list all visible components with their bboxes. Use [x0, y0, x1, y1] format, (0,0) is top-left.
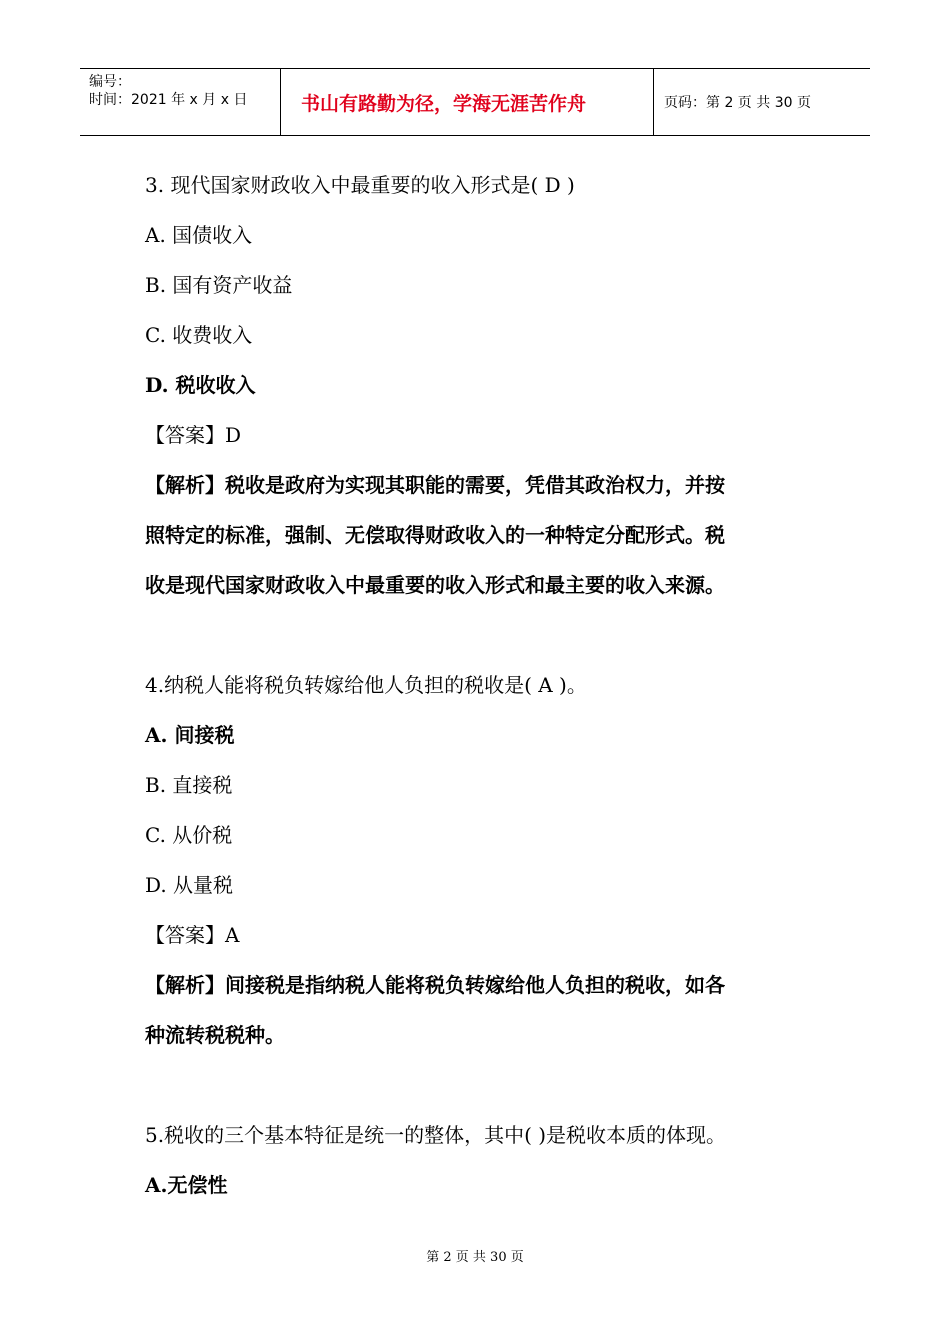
- spacer: [145, 610, 810, 660]
- q4-question: 4.纳税人能将税负转嫁给他人负担的税收是( A )。: [145, 673, 587, 697]
- q3-question: 3. 现代国家财政收入中最重要的收入形式是( D ): [145, 173, 575, 197]
- q4-option-c: C. 从价税: [145, 823, 233, 847]
- q3-option-d: D. 税收收入: [145, 373, 256, 397]
- q3-answer: 【答案】D: [145, 423, 242, 447]
- q3-analysis-line-3: 收是现代国家财政收入中最重要的收入形式和最主要的收入来源。: [145, 573, 725, 597]
- q5-option-a: A.无偿性: [145, 1173, 228, 1197]
- page-footer: 第 2 页 共 30 页: [426, 1250, 524, 1265]
- page-header: [80, 68, 870, 136]
- q4-option-d: D. 从量税: [145, 873, 234, 897]
- q3-option-b: B. 国有资产收益: [145, 273, 293, 297]
- q3-option-a: A. 国债收入: [145, 223, 253, 247]
- q3-analysis-line-1: 【解析】税收是政府为实现其职能的需要，凭借其政治权力，并按: [145, 473, 725, 497]
- header-time-label: 时间：2021 年 x 月 x 日: [89, 92, 248, 108]
- q4-option-b: B. 直接税: [145, 773, 233, 797]
- header-meta: [80, 69, 281, 135]
- q4-option-a: A. 间接税: [145, 723, 235, 747]
- q4-analysis-line-1: 【解析】间接税是指纳税人能将税负转嫁给他人负担的税收，如各: [145, 973, 725, 997]
- q3-analysis-line-2: 照特定的标准，强制、无偿取得财政收入的一种特定分配形式。税: [145, 523, 725, 547]
- header-page-label: 页码：第 2 页 共 30 页: [664, 95, 811, 111]
- q4-analysis-line-2: 种流转税税种。: [145, 1023, 285, 1047]
- q5-question: 5.税收的三个基本特征是统一的整体，其中( )是税收本质的体现。: [145, 1123, 727, 1147]
- q3-option-c: C. 收费收入: [145, 323, 253, 347]
- header-number-label: 编号：: [89, 74, 131, 90]
- header-motto: 书山有路勤为径，学海无涯苦作舟: [281, 69, 654, 135]
- spacer: [145, 1060, 810, 1110]
- q4-answer: 【答案】A: [145, 923, 240, 947]
- document-body: [145, 160, 810, 1210]
